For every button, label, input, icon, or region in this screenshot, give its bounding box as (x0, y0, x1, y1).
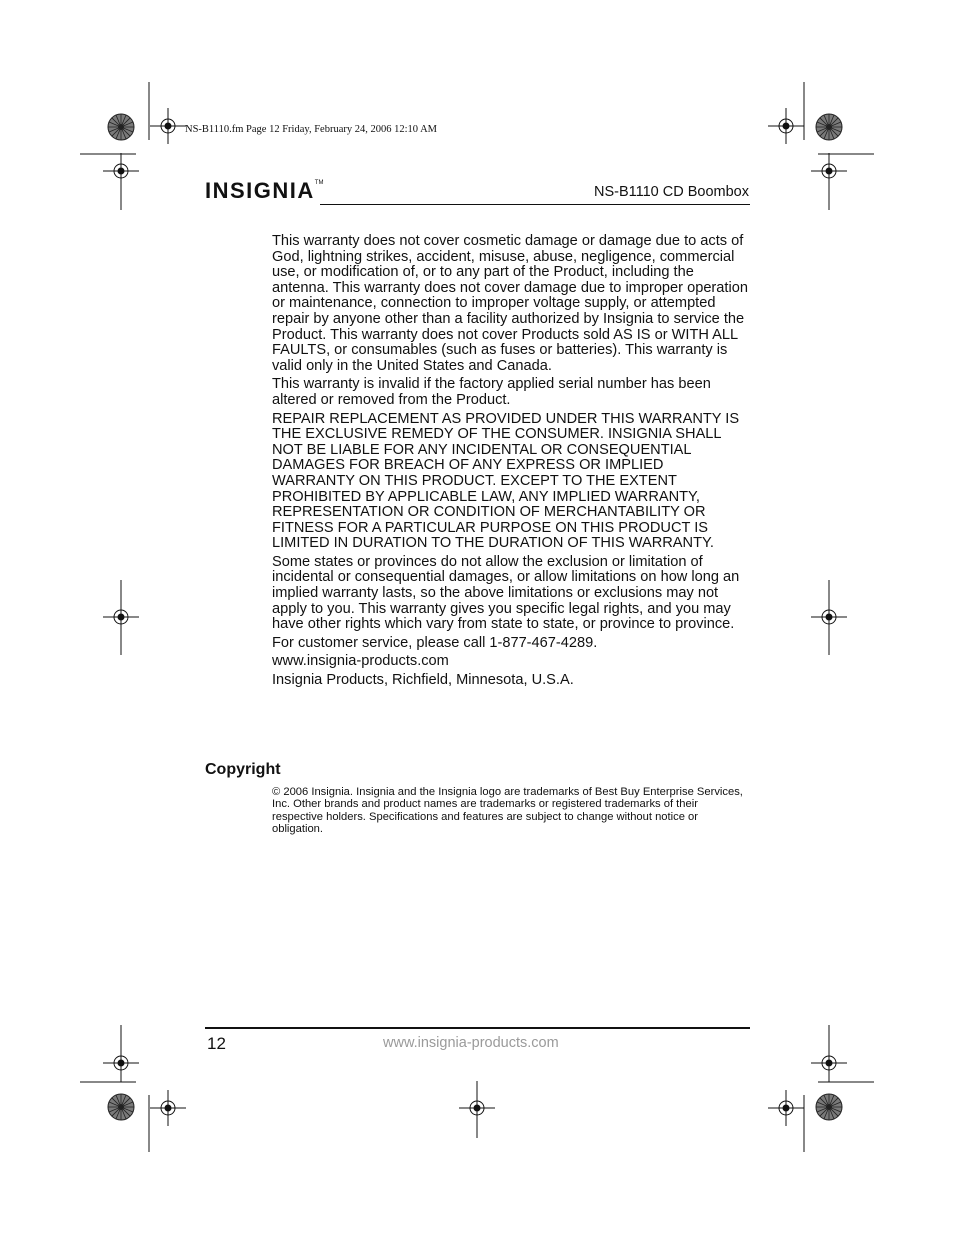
registration-mark-right-middle (811, 599, 847, 635)
paragraph-website: www.insignia-products.com (272, 653, 449, 670)
insignia-logo (205, 180, 323, 202)
paragraph-customer-service: For customer service, please call 1-877-467-4289. (272, 634, 598, 651)
warranty-body (272, 234, 750, 692)
footer-url: www.insignia-products.com (383, 1035, 559, 1051)
paragraph-exclusions: This warranty does not cover cosmetic damage or damage due to acts of God, lightning strikes, accident, misuse, abuse, negligence, commercial use, or modification of, or to any part of the Product, including the antenna. This warranty does not cover damage due to improper operation or maintenance, connection to improper voltage supply, or attempted repair by anyone other than a facility authorized by Insignia to service the Product. This warranty does not cover Products sold AS IS or WITH ALL FAULTS, or consumables (such as fuses or batteries). This warranty is valid only in the United States and Canada. (272, 233, 748, 374)
footer-rule (205, 1027, 750, 1029)
registration-mark-right-lower (811, 1045, 847, 1081)
header-title: NS-B1110 CD Boombox (593, 184, 749, 200)
registration-mark-bottom-center (459, 1090, 495, 1126)
star-target-bottom-left (108, 1094, 134, 1120)
registration-mark-right-upper (811, 153, 847, 189)
registration-mark-left-upper (103, 153, 139, 189)
paragraph-serial-number: This warranty is invalid if the factory applied serial number has been altered or removed from the Product. (272, 376, 711, 408)
paragraph-address: Insignia Products, Richfield, Minnesota, U.S.A. (272, 672, 574, 689)
registration-mark-top-right (768, 108, 804, 144)
paragraph-state-rights: Some states or provinces do not allow the exclusion or limitation of incidental or consequential damages, or allow limitations on how long an implied warranty lasts, so the above limitations or exclusions may not apply to you. This warranty gives you specific legal rights, and you may have other rights which vary from state to state, or province to province. (272, 553, 740, 633)
paragraph-remedy: REPAIR REPLACEMENT AS PROVIDED UNDER THIS WARRANTY IS THE EXCLUSIVE REMEDY OF THE CONSUMER. INSIGNIA SHALL NOT BE LIABLE FOR ANY INCIDENTAL OR CONSEQUENTIAL DAMAGES FOR BREACH OF ANY EXPRESS OR IMPLIED WARRANTY ON THIS PRODUCT. EXCEPT TO THE EXTENT PROHIBITED BY APPLICABLE LAW, ANY IMPLIED WARRANTY, REPRESENTATION OR CONDITION OF MERCHANTABILITY OR FITNESS FOR A PARTICULAR PURPOSE ON THIS PRODUCT IS LIMITED IN DURATION TO THE DURATION OF THIS WARRANTY. (272, 410, 740, 552)
registration-mark-left-middle (103, 599, 139, 635)
registration-mark-bottom-left (150, 1090, 186, 1126)
registration-mark-bottom-right (768, 1090, 804, 1126)
registration-mark-left-lower (103, 1045, 139, 1081)
logo-text: INSIGNIA (205, 178, 315, 203)
copyright-text: © 2006 Insignia. Insignia and the Insignia logo are trademarks of Best Buy Enterprise Services, Inc. Other brands and product names are trademarks or registered trademarks of their respective holders. Specifications and features are subject to change without notice or obligation. (272, 786, 743, 835)
star-target-bottom-right (816, 1094, 842, 1120)
star-target-top-left (108, 114, 134, 140)
file-info-slug: NS-B1110.fm Page 12 Friday, February 24, 2006 12:10 AM (185, 124, 437, 135)
star-target-top-right (816, 114, 842, 140)
logo-trademark: TM (314, 180, 324, 186)
registration-mark-top-left (150, 108, 186, 144)
page-number: 12 (207, 1034, 226, 1053)
copyright-heading: Copyright (205, 761, 281, 778)
header-rule (320, 204, 750, 205)
